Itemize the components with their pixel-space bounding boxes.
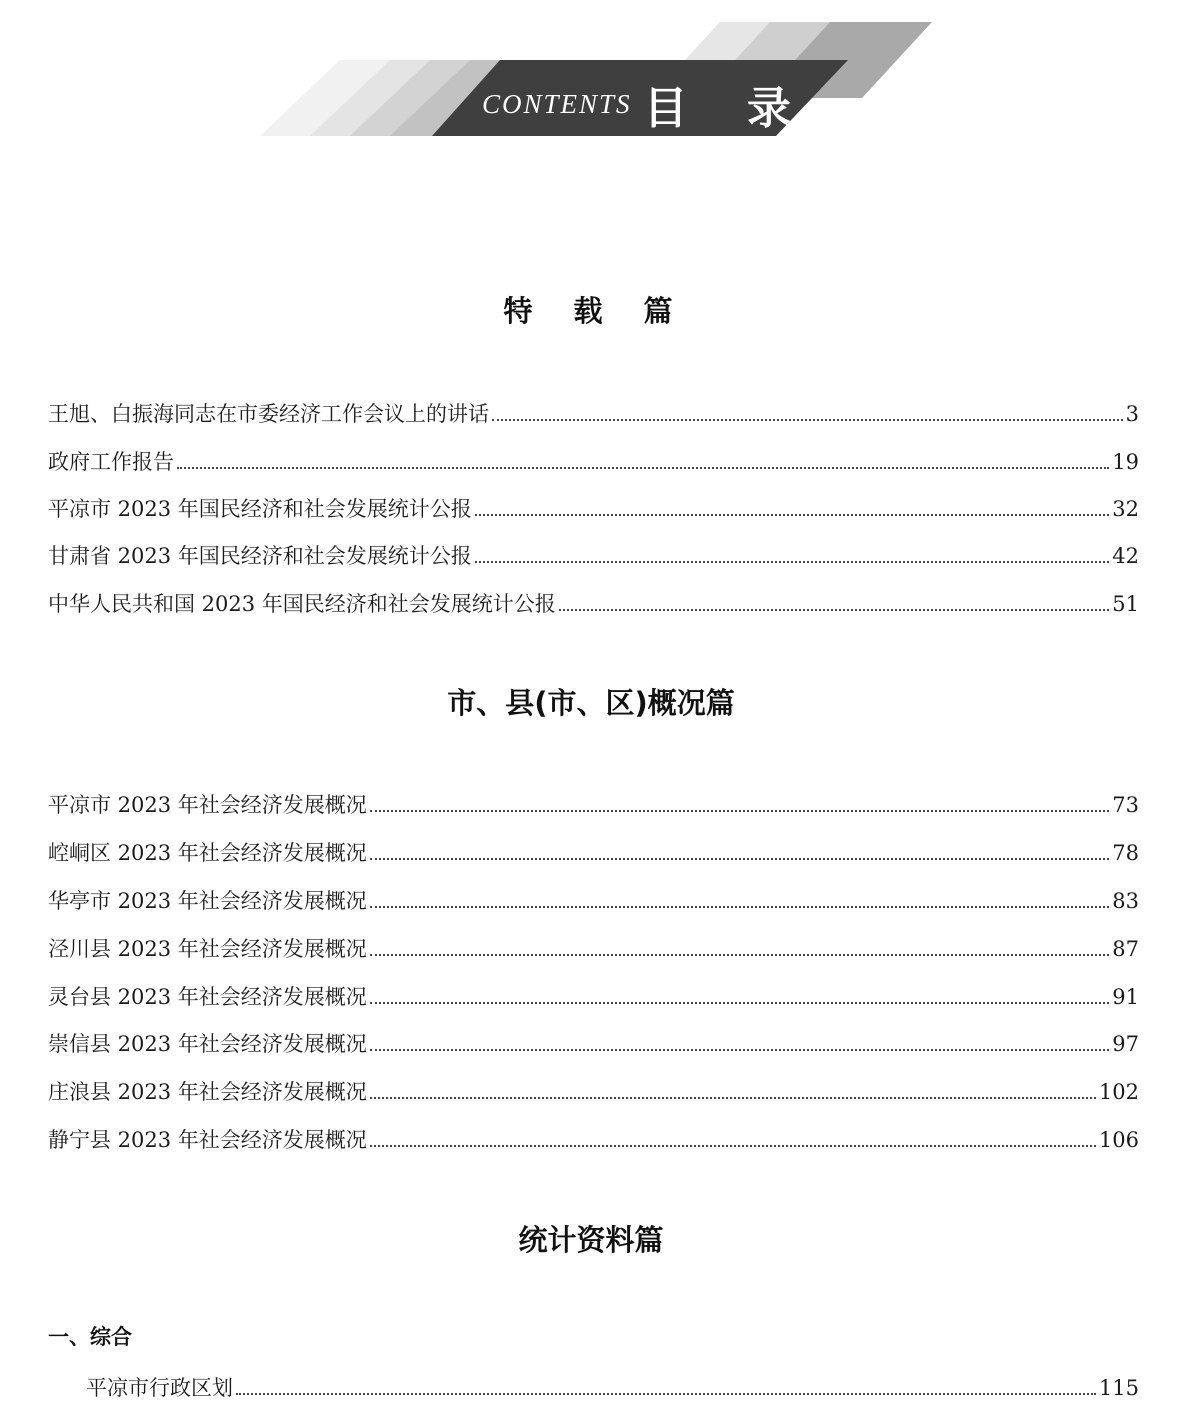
toc-entry-title: 泾川县 2023 年社会经济发展概况	[48, 937, 367, 961]
toc-entry-page: 87	[1112, 937, 1139, 961]
toc-entry[interactable]	[48, 1071, 1139, 1105]
dot-leader	[370, 1145, 1096, 1147]
toc-entry-title: 崆峒区 2023 年社会经济发展概况	[48, 841, 367, 865]
dot-leader	[370, 858, 1109, 860]
toc-entry-page: 73	[1112, 793, 1139, 817]
toc-entry-title: 中华人民共和国 2023 年国民经济和社会发展统计公报	[48, 592, 556, 616]
toc-entry-page: 97	[1112, 1032, 1139, 1056]
toc-entry-title: 平凉市 2023 年国民经济和社会发展统计公报	[48, 497, 472, 521]
dot-leader	[559, 609, 1109, 611]
toc-entry-page: 106	[1098, 1128, 1139, 1152]
toc-entry-title: 庄浪县 2023 年社会经济发展概况	[48, 1080, 367, 1104]
toc-entry-title: 静宁县 2023 年社会经济发展概况	[48, 1128, 367, 1152]
toc-entry-title: 灵台县 2023 年社会经济发展概况	[48, 985, 367, 1009]
banner-heading	[482, 76, 813, 132]
toc-entry-page: 32	[1112, 497, 1139, 521]
dot-leader	[370, 954, 1109, 956]
toc-title: 目 录	[643, 83, 813, 134]
toc-entry[interactable]	[86, 1367, 1139, 1401]
toc-entry[interactable]	[48, 1023, 1139, 1057]
toc-entry-page: 91	[1112, 985, 1139, 1009]
toc-entry[interactable]	[48, 535, 1139, 569]
dot-leader	[492, 419, 1123, 421]
dot-leader	[177, 467, 1109, 469]
toc-entry-page: 3	[1125, 402, 1139, 426]
toc-entry-page: 78	[1112, 841, 1139, 865]
toc-entry[interactable]	[48, 488, 1139, 522]
dot-leader	[370, 810, 1109, 812]
toc-entry-title: 政府工作报告	[48, 450, 174, 474]
toc-entry[interactable]	[48, 784, 1139, 818]
toc-entry[interactable]	[48, 583, 1139, 617]
dot-leader	[370, 906, 1109, 908]
toc-entry-page: 51	[1112, 592, 1139, 616]
section-title-statistics: 统计资料篇	[518, 1223, 664, 1257]
toc-entry[interactable]	[48, 976, 1139, 1010]
contents-label: CONTENTS	[482, 88, 632, 119]
toc-entry-title: 王旭、白振海同志在市委经济工作会议上的讲话	[48, 402, 489, 426]
toc-entry[interactable]	[48, 880, 1139, 914]
dot-leader	[475, 561, 1109, 563]
category-heading: 一、综合	[48, 1325, 132, 1349]
toc-entry-page: 83	[1112, 889, 1139, 913]
toc-entry[interactable]	[48, 1119, 1139, 1153]
toc-entry[interactable]	[48, 393, 1139, 427]
toc-entry[interactable]	[48, 832, 1139, 866]
toc-entry-title: 平凉市 2023 年社会经济发展概况	[48, 793, 367, 817]
section-title-special: 特 载 篇	[503, 294, 679, 328]
toc-entry-title: 华亭市 2023 年社会经济发展概况	[48, 889, 367, 913]
section-title-overview: 市、县(市、区)概况篇	[447, 686, 735, 720]
dot-leader	[236, 1393, 1096, 1395]
dot-leader	[370, 1002, 1109, 1004]
toc-entry-page: 42	[1112, 544, 1139, 568]
toc-entry-page: 19	[1112, 450, 1139, 474]
toc-entry-page: 115	[1098, 1376, 1139, 1400]
toc-entry[interactable]	[48, 928, 1139, 962]
dot-leader	[370, 1049, 1109, 1051]
toc-entry-title: 平凉市行政区划	[86, 1376, 233, 1400]
dot-leader	[475, 514, 1109, 516]
toc-entry-page: 102	[1098, 1080, 1139, 1104]
toc-entry-title: 甘肃省 2023 年国民经济和社会发展统计公报	[48, 544, 472, 568]
toc-entry[interactable]	[48, 441, 1139, 475]
dot-leader	[370, 1097, 1096, 1099]
contents-banner	[0, 0, 1182, 150]
toc-entry-title: 崇信县 2023 年社会经济发展概况	[48, 1032, 367, 1056]
